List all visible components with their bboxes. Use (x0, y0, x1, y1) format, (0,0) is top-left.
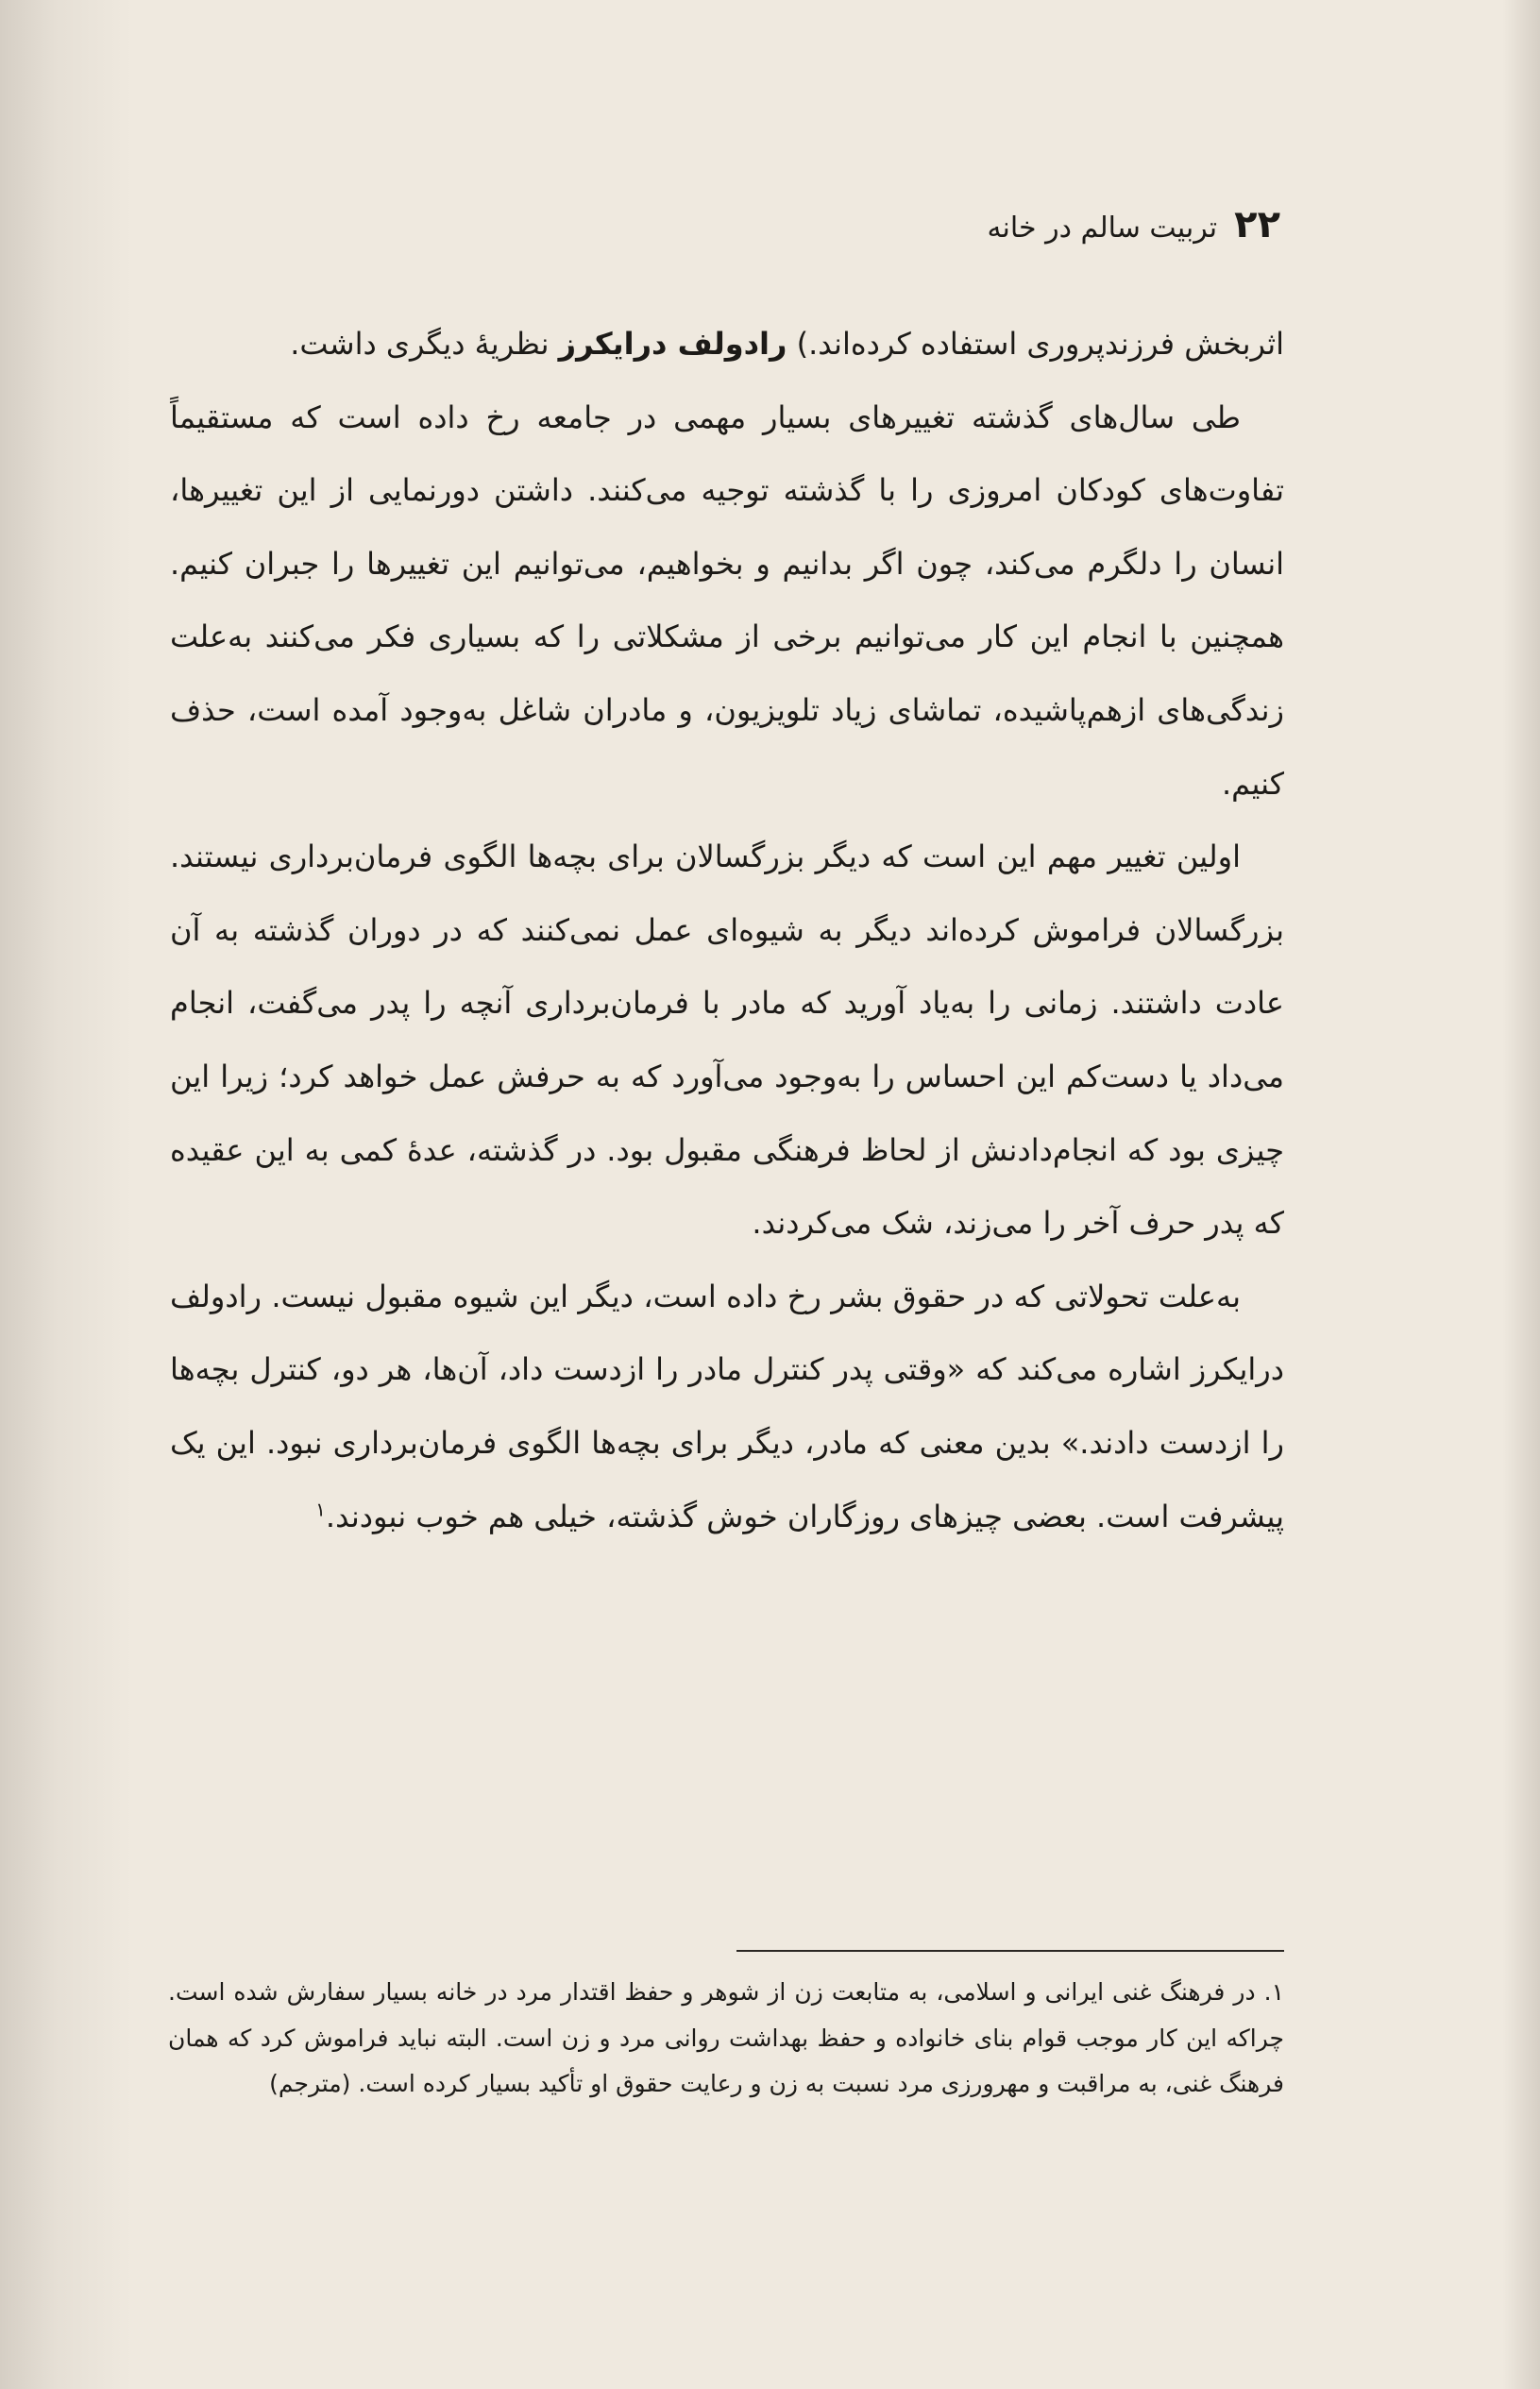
body-text (170, 308, 1284, 1553)
footnote-reference: ۱ (315, 1497, 326, 1520)
page-number: ۲۲ (1234, 203, 1280, 246)
paragraph-3: اولین تغییر مهم این است که دیگر بزرگسالان برای بچه‌ها الگوی فرمان‌برداری نیستند. بزرگسالان فراموش کرده‌اند دیگر به شیوه‌ای عمل نمی‌کنند که در دوران گذشته به آن عادت داشتند. زمانی را به‌یاد آورید که مادر با فرمان‌برداری آنچه را پدر می‌گفت، انجام می‌داد یا دست‌کم این احساس را به‌وجود می‌آورد که به حرفش عمل خواهد کرد؛ زیرا این چیزی بود که انجام‌دادنش از لحاظ فرهنگی مقبول بود. در گذشته، عدهٔ کمی به این عقیده که پدر حرف آخر را می‌زند، شک می‌کردند. (170, 839, 1284, 1242)
paragraph-1-before: اثربخش فرزندپروری استفاده کرده‌اند.) (787, 326, 1284, 362)
footnote-text: ۱. در فرهنگ غنی ایرانی و اسلامی، به متابعت زن از شوهر و حفظ اقتدار مرد در خانه بسیار سفارش شده است. چراکه این کار موجب قوام بنای خانواده و حفظ بهداشت روانی مرد و زن است. البته نباید فراموش کرد که همان فرهنگ غنی، به مراقبت و مهرورزی مرد نسبت به زن و رعایت حقوق او تأکید بسیار کرده است. (مترجم) (168, 1978, 1284, 2097)
footnote (168, 1970, 1284, 2108)
page-header (987, 203, 1280, 246)
running-title: تربیت سالم در خانه (987, 212, 1218, 245)
footnote-divider (736, 1950, 1284, 1952)
author-name-bold: رادولف درایکرز (558, 326, 787, 362)
paragraph-1-after: نظریهٔ دیگری داشت. (290, 326, 559, 362)
paragraph-4 (170, 1261, 1284, 1553)
paragraph-1 (170, 308, 1284, 381)
paragraph-4-text: به‌علت تحولاتی که در حقوق بشر رخ داده است، دیگر این شیوه مقبول نیست. رادولف درایکرز اشاره می‌کند که «وقتی پدر کنترل مادر را ازدست داد، آن‌ها، هر دو، کنترل بچه‌ها را ازدست دادند.» بدین معنی که مادر، دیگر برای بچه‌ها الگوی فرمان‌برداری نبود. این یک پیشرفت است. بعضی چیزهای روزگاران خوش گذشته، خیلی هم خوب نبودند. (170, 1278, 1284, 1534)
paragraph-2: طی سال‌های گذشته تغییرهای بسیار مهمی در جامعه رخ داده است که مستقیماً تفاوت‌های کودکان امروزی را با گذشته توجیه می‌کنند. داشتن دورنمایی از این تغییرها، انسان را دلگرم می‌کند، چون اگر بدانیم و بخواهیم، می‌توانیم این تغییرها را جبران کنیم. همچنین با انجام این کار می‌توانیم برخی از مشکلاتی را که بسیاری فکر می‌کنند به‌علت زندگی‌های ازهم‌پاشیده، تماشای زیاد تلویزیون، و مادران شاغل به‌وجود آمده است، حذف کنیم. (170, 398, 1284, 802)
